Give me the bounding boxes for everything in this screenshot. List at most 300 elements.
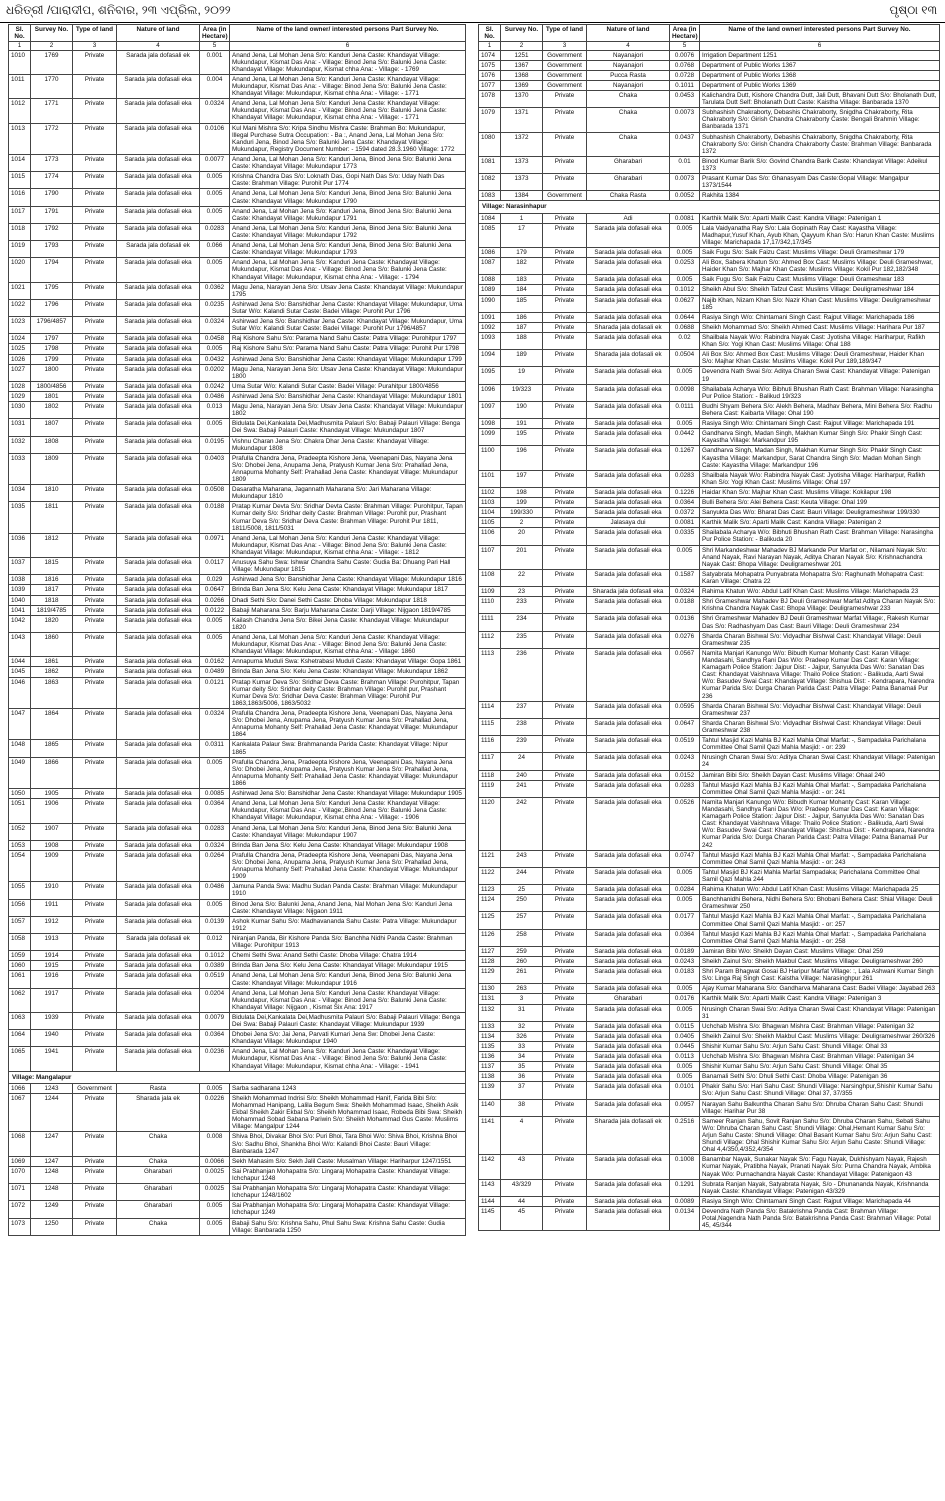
table-row [479,967,940,984]
column-header: Area (in Hectare) [200,25,230,42]
land-type: Private [73,823,117,840]
area-hectare: 0.0324 [200,709,230,740]
area-hectare: 0.0442 [670,429,700,446]
land-nature: Sarada jala dofasali eka [587,770,670,780]
owner-names: Narayan Sahu Balkuntha Charan Sahu S/o: Dhruba Charan Sahu Cast: Shundi Village: Harihar Pur 38 [700,1099,940,1116]
land-nature: Sarada jala dofasali eka [587,1179,670,1196]
survey-number: 37 [501,1082,543,1099]
owner-names: Namita Manjari Kanungo W/o: Bibudh Kumar Mohanty Cast: Karan Village: Mandasahi, Sandhya Rani Das W/o: Pradeep Kumar Das Cast: Karan Village: Kamagarh Police Station: Jajpur Dist: - Jajpur, Sanyukta Das W/o: Sanatan Das Cast: Khandayat Vaishnava Village: Thailo Police Station: - Balikuda, Aarti Swai W/o: Basudev Swai Cast: Khandayat Village: Shishua Dist: - Kendrapara, Narendra Kumar Parida S/o: Durga Charan Parida Cast: Patra Village: Patna Banamali Pur 242 [700,797,940,850]
survey-number: 1798 [31,344,73,354]
owner-names: Shri Markandeshwar Mahadev BJ Markande Pur Marfat or:, Nilamani Nayak S/o: Anand Nayak, Ravi Narayan Nayak, Aditya Charan Nayak S/o: Krishnachandra Nayak Cast: Bhopa Village: Deuligrameshwar 201 [700,545,940,569]
owner-names: Shailabala Acharya W/o: Bibhuti Bhushan Rath Cast: Brahman Village: Narasingha Pur Police Station: - Balikud 19/323 [700,384,940,401]
survey-number: 1384 [501,191,543,201]
serial-number: 1052 [9,823,31,840]
serial-number: 1040 [9,595,31,605]
land-type: Private [543,545,587,569]
area-hectare: 0.1267 [670,446,700,470]
column-number: 6 [700,42,940,50]
table-row [479,247,940,257]
survey-number: 240 [501,770,543,780]
land-type: Private [73,799,117,823]
land-type: Private [543,295,587,312]
serial-number: 1042 [9,615,31,632]
table-row [9,961,466,971]
land-nature: Sarada jala dofasali eka [117,558,200,575]
serial-number: 1055 [9,882,31,899]
owner-names: Brinda Ban Jena S/o: Kelu Jena Caste: Khandayat Village: Mukundapur 1817 [230,585,466,595]
owner-names: Nrusingh Charan Swai S/o: Aditya Charan Swai Cast: Khandayat Village: Patenigan 24 [700,753,940,770]
owner-names: Prafulla Chandra Jena, Pradeepta Kishore Jena, Veenapani Das, Nayana Jena S/o: Dhobei Jena, Anupama Jena, Pratyush Kumar Jena S/o: Prahallad Jena, Annapurna Mohanty Self: Prahallad Jena Caste: Khandayat Village: Mukundapur 1909 [230,850,466,881]
land-type: Private [543,1082,587,1099]
survey-number: 1861 [31,657,73,667]
area-hectare: 0.0403 [200,453,230,484]
land-nature: Gharabari [587,174,670,191]
area-hectare: 0.0202 [200,364,230,381]
table-row [9,1201,466,1218]
serial-number: 1018 [9,223,31,240]
land-type: Private [73,344,117,354]
land-nature: Sarada jala dofasali eka [587,614,670,631]
land-type: Private [73,485,117,502]
table-row [479,1072,940,1082]
owner-names: Rasiya Singh W/o: Chintamani Singh Cast: Rajput Village: Marichapada 191 [700,419,940,429]
land-type: Private [543,885,587,895]
serial-number: 1104 [479,508,501,518]
land-type: Private [543,780,587,797]
survey-number: 1908 [31,840,73,850]
serial-number: 1031 [9,419,31,436]
land-type: Private [73,657,117,667]
serial-number: 1083 [479,191,501,201]
table-row [479,446,940,470]
table-row [479,956,940,966]
area-hectare: 0.0121 [200,677,230,708]
owner-names: Sharda Charan Bishwal S/o: Vidyadhar Bishwal Cast: Khandayat Village: Deuli Grameshwar 235 [700,631,940,648]
column-number: 2 [31,42,73,50]
owner-names: Bidulata Dei,Kankalata Dei,Madhusmita Palauri S/o: Babaji Palauri Village: Benga Dei Swa: Babaji Palauri Caste: Khandayat Village: Mukundapur 1807 [230,419,466,436]
village-section-row [479,201,940,213]
survey-number: 187 [501,322,543,332]
land-type: Private [73,933,117,950]
serial-number: 1098 [479,419,501,429]
area-hectare: 0.0235 [200,299,230,316]
survey-number: 1800/4856 [31,381,73,391]
land-nature: Sarada jala dofasali eka [587,1041,670,1051]
serial-number: 1035 [9,502,31,533]
column-header: Survey No. [31,25,73,42]
area-hectare: 0.0139 [200,916,230,933]
land-nature: Sarada jala dofasali eka [587,736,670,753]
area-hectare: 0.005 [200,419,230,436]
table-row [479,80,940,90]
survey-number: 1907 [31,823,73,840]
survey-number: 1812 [31,533,73,557]
survey-number: 1912 [31,916,73,933]
owner-names: Anand Jena, Lal Mohan Jena S/o: Kanduri Jena Caste: Khandayat Village: Mukundapur, Kismat Das Ana: - Village: Binod Jena S/o: Balunki Jena Caste: Khandayat Village: Nijgaon , Kismat Six Ana: 1917 [230,988,466,1012]
serial-number: 1126 [479,929,501,946]
serial-number: 1073 [9,1218,31,1235]
land-nature: Sarada jala dofasali eka [587,797,670,850]
serial-number: 1032 [9,436,31,453]
area-hectare: 0.0372 [670,508,700,518]
land-nature: Sarada jala dofasali eka [117,899,200,916]
land-type: Private [73,605,117,615]
area-hectare: 0.0176 [670,994,700,1004]
land-nature: Sarada jala dofasali eka [587,429,670,446]
survey-number: 24 [501,753,543,770]
owner-names: Karthik Malik S/o: Aparti Malik Cast: Kandra Village: Patenigan 1 [700,213,940,223]
table-row [9,241,466,258]
land-nature: Nayanajori [587,50,670,60]
table-row [479,258,940,275]
area-hectare: 0.2516 [670,1116,700,1155]
area-hectare: 0.0362 [200,282,230,299]
area-hectare: 0.0117 [200,558,230,575]
owner-names: Anand Jena, Lal Mohan Jena S/o: Kanduri Jena Caste: Khandayat Village: Mukundapur, Kismat Das Ana: - Village:,Binod Jena S/o: Balunki Jena Caste: Khandayat Village: Mukundapur, Kismat chha Ana: - Village: - 1906 [230,799,466,823]
area-hectare: 0.1587 [670,569,700,586]
serial-number: 1070 [9,1166,31,1183]
table-row [9,1156,466,1166]
land-type: Private [543,1004,587,1021]
serial-number: 1050 [9,789,31,799]
serial-number: 1056 [9,899,31,916]
owner-names: Nrusingh Charan Swai S/o: Aditya Charan Swai Cast: Khandayat Village: Patenigan 31 [700,1004,940,1021]
area-hectare: 0.0504 [670,350,700,367]
survey-number: 1792 [31,223,73,240]
area-hectare: 0.0311 [200,740,230,757]
survey-number: 1795 [31,282,73,299]
area-hectare: 0.0152 [670,770,700,780]
serial-number: 1059 [9,951,31,961]
area-hectare: 0.1012 [200,951,230,961]
land-type: Private [543,614,587,631]
area-hectare: 0.0025 [200,1184,230,1201]
owner-names: Annapurna Muduli Swa: Kshetrabasi Muduli Caste: Khandayat Village: Gopa 1861 [230,657,466,667]
serial-number: 1063 [9,1012,31,1029]
area-hectare: 0.0445 [670,1041,700,1051]
serial-number: 1106 [479,528,501,545]
serial-number: 1068 [9,1132,31,1156]
survey-number: 237 [501,701,543,718]
owner-names: Rasiya Singh W/o: Chintamani Singh Cast: Rajput Village: Marichapada 44 [700,1196,940,1206]
serial-number: 1071 [9,1184,31,1201]
table-row [479,780,940,797]
column-header: Sl. No. [479,25,501,42]
survey-number: 17 [501,223,543,247]
owner-names: Binod Kumar Barik S/o: Govind Chandra Barik Caste: Khandayat Village: Adeikul 1373 [700,156,940,173]
area-hectare: 0.0076 [670,50,700,60]
table-row [479,367,940,384]
land-type: Private [73,882,117,899]
serial-number: 1049 [9,757,31,788]
land-nature: Sarada jala dofasali eka [117,823,200,840]
page-number: ପୃଷ୍ଠା ୧୩ [889,3,937,17]
serial-number: 1060 [9,961,31,971]
land-type: Private [543,213,587,223]
area-hectare: 0.005 [670,275,700,285]
serial-number: 1140 [479,1099,501,1116]
land-type: Private [73,74,117,98]
land-type: Private [543,350,587,367]
serial-number: 1013 [9,123,31,154]
survey-number: 199 [501,498,543,508]
serial-number: 1069 [9,1156,31,1166]
land-nature: Sarada jala dofasali eka [587,780,670,797]
table-row [479,470,940,487]
land-type: Private [543,569,587,586]
area-hectare: 0.1012 [670,285,700,295]
serial-number: 1044 [9,657,31,667]
land-nature: Chaka [587,91,670,108]
owner-names: Subrata Ranjan Nayak, Satyabrata Nayak, S/o - Dhunananda Nayak, Krishnanda Nayak Caste: Khandayat Village: Patenigan 43/329 [700,1179,940,1196]
land-type: Private [73,50,117,74]
land-nature: Sarada jala dofasali eka [117,533,200,557]
area-hectare: 0.0768 [670,60,700,70]
area-hectare: 0.0101 [670,1082,700,1099]
table-row [479,70,940,80]
serial-number: 1135 [479,1041,501,1051]
land-nature: Sarada jala dofasali eka [587,946,670,956]
serial-number: 1010 [9,50,31,74]
owner-names: Jamiran Bibi W/o: Sheikh Dayan Cast: Muslims Village: Ohal 259 [700,946,940,956]
land-nature: Sarada jala dofasali eka [587,528,670,545]
serial-number: 1118 [479,770,501,780]
area-hectare: 0.0364 [670,929,700,946]
column-header: Survey No. [501,25,543,42]
survey-number: 2 [501,518,543,528]
area-hectare: 0.005 [670,419,700,429]
land-nature: Sarada jala dofasali eka [587,223,670,247]
land-type: Government [543,60,587,70]
survey-number: 19/323 [501,384,543,401]
survey-number: 1373 [501,174,543,191]
serial-number: 1128 [479,956,501,966]
land-type: Private [543,850,587,867]
owner-names: Prafulla Chandra Jena, Pradeepta Kishore Jena, Veenapani Das, Nayana Jena S/o: Dhobei Jena, Anupama Jena, Pratyush Kumar Jena S/o: Prahallad Jena, Annapurna Mohanty Self: Prahallad Jena Caste: Khandayat Village: Mukundapur 1809 [230,453,466,484]
land-nature: Sarada jala dofasali eka [117,381,200,391]
owner-names: Karthik Malik S/o: Aparti Malik Cast: Kandra Village: Patenigan 2 [700,518,940,528]
land-type: Private [543,1052,587,1062]
land-type: Private [73,840,117,850]
column-number: 6 [230,42,466,50]
owner-names: Anand Jena, Lal Mohan Jena S/o: Kanduri Jena Caste: Khandayat Village: Mukundapur, Kismat Das Ana: - Village: Binod Jena S/o: Balunki Jena Caste: Khandayat Village: Mukundapur, Kismat chha Ana: - Village: - 1771 [230,99,466,123]
owner-names: Kul Mani Mishra S/o: Kripa Sindhu Mishra Caste: Brahman Bo: Mukundapur, Illegal Purchase Sutra Occupation: - Ba :, Anand Jena, Lal Mohan Jena S/o: Kanduri Jena, Binod Jena S/o: Balunki Jena Caste: Khandayat Village: Mukundapur, Registry Document Number: - 1594 dated 28.3.1960 Village: 1772 [230,123,466,154]
land-type: Private [543,401,587,418]
serial-number: 1076 [479,70,501,80]
serial-number: 1124 [479,895,501,912]
land-type: Private [73,961,117,971]
owner-names: Karthik Malik S/o: Aparti Malik Cast: Kandra Village: Patenigan 3 [700,994,940,1004]
land-nature: Sarada jala dofasali eka [587,295,670,312]
owner-names: Sekh Mahasim S/o: Sekh Jalil Caste: Musalman Village: Hariharpur 1247/1551 [230,1156,466,1166]
table-row [9,381,466,391]
land-nature: Sarada jala dofasali eka [117,799,200,823]
land-type: Private [73,223,117,240]
land-type: Private [543,91,587,108]
land-type: Private [543,770,587,780]
survey-number: 32 [501,1021,543,1031]
serial-number: 1123 [479,885,501,895]
land-type: Private [73,1047,117,1071]
survey-number: 244 [501,867,543,884]
land-nature: Sarada jala dofasali eka [117,633,200,657]
table-row [9,677,466,708]
land-nature: Sarada jala dofasali eka [117,1047,200,1071]
serial-number: 1021 [9,282,31,299]
survey-number: 20 [501,528,543,545]
survey-number: 1248 [31,1184,73,1201]
land-nature: Sarada jala dofasali eka [587,312,670,322]
serial-number: 1058 [9,933,31,950]
area-hectare: 0.005 [200,206,230,223]
area-hectare: 0.0957 [670,1099,700,1116]
serial-number: 1029 [9,391,31,401]
table-row [479,946,940,956]
table-row [479,1082,940,1099]
table-row [479,614,940,631]
land-table-left [8,24,466,1236]
area-hectare: 0.0111 [670,401,700,418]
area-hectare: 0.0688 [670,322,700,332]
survey-number: 235 [501,631,543,648]
serial-number: 1045 [9,667,31,677]
table-row [9,585,466,595]
owner-names: Department of Public Works 1367 [700,60,940,70]
land-type: Government [543,191,587,201]
serial-number: 1120 [479,797,501,850]
survey-number: 1801 [31,391,73,401]
land-type: Private [543,912,587,929]
land-nature: Sarada jala dofasali eka [587,247,670,257]
table-row [479,753,940,770]
land-nature: Sarada jala dofasali eka [117,453,200,484]
table-row [9,344,466,354]
land-nature: Sarada jala dofasali eka [117,391,200,401]
land-type: Private [73,453,117,484]
survey-number: 199/330 [501,508,543,518]
owner-names: Sheikh Abul S/o: Sheikh Tafzul Cast: Muslims Village: Deuligrameshwar 184 [700,285,940,295]
land-type: Private [543,258,587,275]
area-hectare: 0.0283 [200,223,230,240]
serial-number: 1061 [9,971,31,988]
serial-number: 1099 [479,429,501,446]
table-row [479,1062,940,1072]
owner-names: Shailbala Nayak W/o: Rabindra Nayak Cast: Jyotisha Village: Hariharpur, Rafikh Khan S/o: Yogi Khan Cast: Muslims Village: Ohal 188 [700,332,940,349]
survey-number: 19 [501,367,543,384]
land-type: Private [73,595,117,605]
survey-number: 183 [501,275,543,285]
owner-names: Sheikh Zainul S/o: Sheikh Makbul Cast: Muslims Village: Deuligrameshwar 260 [700,956,940,966]
land-nature: Sarada jala dofasali eka [587,487,670,497]
survey-number: 1247 [31,1156,73,1166]
survey-number: 201 [501,545,543,569]
owner-names: Uma Sutar W/o: Kalandi Sutar Caste: Badei Village: Purahitpur 1800/4856 [230,381,466,391]
owner-names: Shri Param Bhagwat Gosai BJ Haripur Marfat Village: :, Lala Ashwani Kumar Singh S/o: Linga Raj Singh Cast: Kaistha Village: Narasinghpur 261 [700,967,940,984]
land-nature: Sarada jala dofasali eka [117,757,200,788]
survey-number: 236 [501,648,543,701]
survey-number: 1373 [501,156,543,173]
serial-number: 1016 [9,189,31,206]
owner-names: Sharda Charan Bishwal S/o: Vidyadhar Bishwal Cast: Khandayat Village: Deuli Grameshwar 238 [700,718,940,735]
survey-number: 33 [501,1041,543,1051]
owner-names: Kalichandra Dutt, Kishore Chandra Dutt, Jali Dutt, Bhavani Dutt S/o: Bholanath Dutt, Tarulata Dutt Self: Bholanath Dutt Caste: Kaistha Village: Banbarada 1370 [700,91,940,108]
serial-number: 1088 [479,275,501,285]
land-nature: Rasta [117,1083,200,1093]
land-nature: Sarada jala dofasali eka [117,575,200,585]
serial-number: 1011 [9,74,31,98]
land-nature: Sarada jala dofasali eka [587,1062,670,1072]
land-type: Private [73,1218,117,1235]
survey-number: 1808 [31,436,73,453]
survey-number: 1810 [31,485,73,502]
owner-names: Anand Jena, Lal Mohan Jena S/o: Kanduri Jena, Binod Jena S/o: Balunki Jena Caste: Khandayat Village: Mukundapur 1793 [230,241,466,258]
land-type: Private [543,867,587,884]
survey-number: 233 [501,597,543,614]
land-type: Private [543,956,587,966]
area-hectare: 0.0595 [670,701,700,718]
survey-number: 197 [501,470,543,487]
land-nature: Sarada jala dofasali eka [587,885,670,895]
table-row [9,657,466,667]
serial-number: 1064 [9,1030,31,1047]
land-nature: Sarada jala dofasali eka [587,1021,670,1031]
land-type: Private [543,487,587,497]
serial-number: 1145 [479,1207,501,1231]
owner-names: Devendra Nath Panda S/o: Batakrishna Panda Cast: Brahman Village: Potal,Nagendra Nath Panda S/o: Batakrishna Panda Cast: Brahman Village: Potal 45, 45/344 [700,1207,940,1231]
area-hectare: 0.0098 [670,384,700,401]
serial-number: 1026 [9,354,31,364]
land-nature: Sarada jala dofasali eka [117,155,200,172]
survey-number: 1797 [31,334,73,344]
serial-number: 1138 [479,1072,501,1082]
survey-number: 1866 [31,757,73,788]
area-hectare: 0.0077 [200,155,230,172]
land-type: Private [73,533,117,557]
survey-number: 1817 [31,585,73,595]
serial-number: 1033 [9,453,31,484]
survey-number: 43/329 [501,1179,543,1196]
owner-names: Rasiya Singh W/o: Chintamani Singh Cast: Rajput Village: Marichapada 186 [700,312,940,322]
owner-names: Satyabrata Mohapatra Punyabrata Mohapatra S/o: Raghunath Mohapatra Cast: Karan Village: Chatra 22 [700,569,940,586]
serial-number: 1134 [479,1031,501,1041]
area-hectare: 0.0728 [670,70,700,80]
serial-number: 1094 [479,350,501,367]
table-row [479,275,940,285]
land-nature: Sarada jala dofasali eka [587,569,670,586]
area-hectare: 0.0085 [200,789,230,799]
serial-number: 1101 [479,470,501,487]
serial-number: 1085 [479,223,501,247]
land-nature: Sarada jala dofasali eka [587,275,670,285]
survey-number: 1368 [501,70,543,80]
owner-names: Anand Jena, Lal Mohan Jena S/o: Kanduri Jena, Binod Jena S/o: Balunki Jena Caste: Khandayat Village: Mukundapur 1790 [230,189,466,206]
land-type: Private [73,1030,117,1047]
land-nature: Sarada jala dofasali eka [117,502,200,533]
table-row [9,99,466,123]
area-hectare: 0.0073 [670,174,700,191]
survey-number: 184 [501,285,543,295]
land-type: Private [73,502,117,533]
survey-number: 182 [501,258,543,275]
owner-names: Anand Jena, Lal Mohan Jena S/o: Kanduri Jena Caste: Khandayat Village: Mukundapur, Kismat Das Ana: - Village: Binod Jena S/o: Balunki Jena Caste: Khandayat Village: Mukundapur, Kismat chha Ana: - Village: - 1794 [230,258,466,282]
column-header: Name of the land owner/ interested persons Part Survey No. [700,25,940,42]
serial-number: 1092 [479,322,501,332]
land-nature: Nayanajori [587,60,670,70]
land-type: Private [543,631,587,648]
land-type: Private [73,334,117,344]
table-row [479,736,940,753]
land-type: Private [73,850,117,881]
